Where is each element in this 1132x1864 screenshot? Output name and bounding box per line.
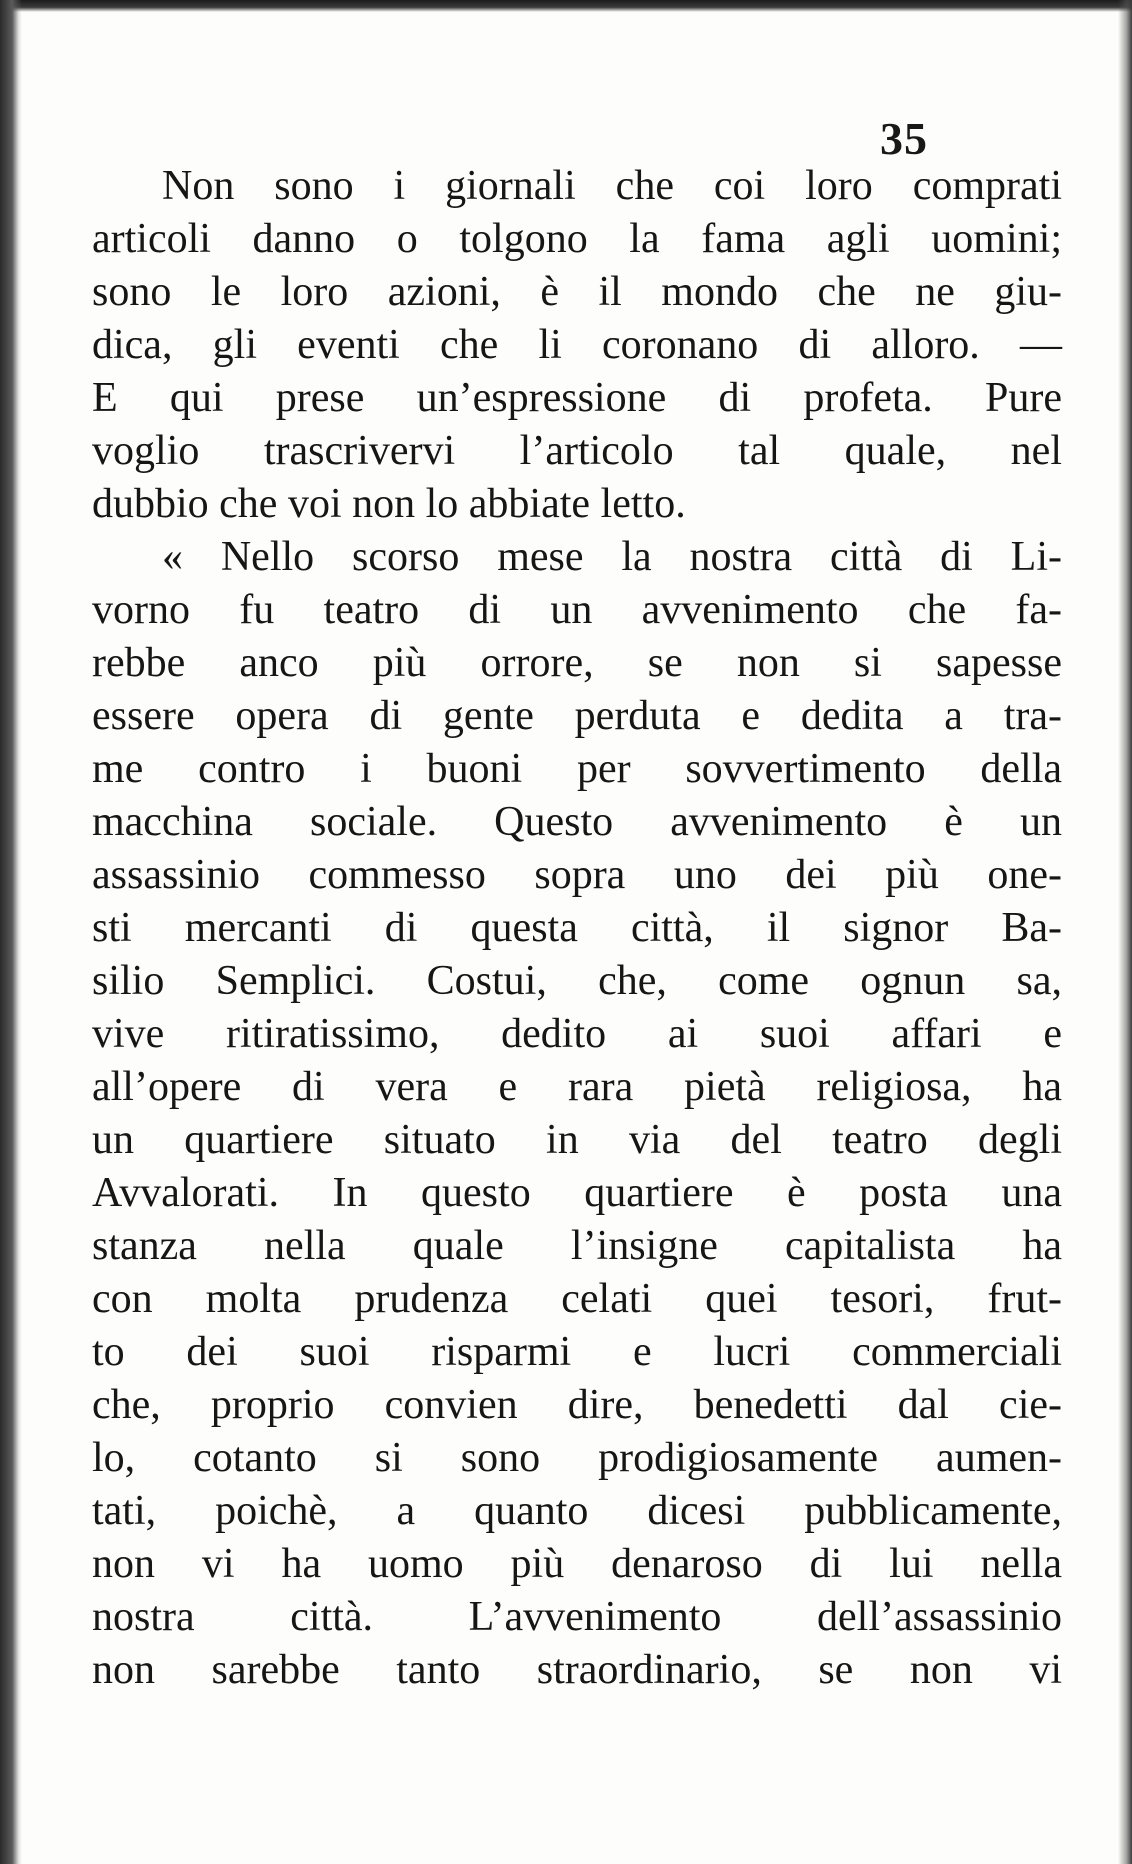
text-line: vorno fu teatro di un avvenimento che fa- (92, 587, 1062, 633)
text-line: to dei suoi risparmi e lucri commerciali (92, 1329, 1062, 1375)
text-line: E qui prese un’espressione di profeta. Pure (92, 375, 1062, 421)
text-line: me contro i buoni per sovvertimento della (92, 746, 1062, 792)
text-line: voglio trascrivervi l’articolo tal quale, nel (92, 428, 1062, 474)
text-line: sono le loro azioni, è il mondo che ne giu- (92, 269, 1062, 315)
text-line: un quartiere situato in via del teatro degli (92, 1117, 1062, 1163)
text-line: tati, poichè, a quanto dicesi pubblicamente, (92, 1488, 1062, 1534)
text-line: essere opera di gente perduta e dedita a tra- (92, 693, 1062, 739)
text-line: all’opere di vera e rara pietà religiosa, ha (92, 1064, 1062, 1110)
text-line: dica, gli eventi che li coronano di alloro. — (92, 322, 1062, 368)
text-line: che, proprio convien dire, benedetti dal cie- (92, 1382, 1062, 1428)
text-line: silio Semplici. Costui, che, come ognun sa, (92, 958, 1062, 1004)
page-number: 35 (880, 113, 928, 164)
text-line: Non sono i giornali che coi loro comprati (162, 163, 1062, 209)
text-line: rebbe anco più orrore, se non si sapesse (92, 640, 1062, 686)
page-right-edge (1118, 0, 1132, 1864)
text-line: con molta prudenza celati quei tesori, frut- (92, 1276, 1062, 1322)
text-line: stanza nella quale l’insigne capitalista ha (92, 1223, 1062, 1269)
text-line: non sarebbe tanto straordinario, se non vi (92, 1647, 1062, 1693)
text-line: nostra città. L’avvenimento dell’assassinio (92, 1594, 1062, 1640)
page-binding-edge (0, 0, 22, 1864)
page-top-edge (0, 0, 1132, 12)
text-line: sti mercanti di questa città, il signor Ba- (92, 905, 1062, 951)
text-line: macchina sociale. Questo avvenimento è un (92, 799, 1062, 845)
text-line: articoli danno o tolgono la fama agli uomini; (92, 216, 1062, 262)
text-line: lo, cotanto si sono prodigiosamente aumen- (92, 1435, 1062, 1481)
text-line: Avvalorati. In questo quartiere è posta una (92, 1170, 1062, 1216)
text-line: dubbio che voi non lo abbiate letto. (92, 481, 686, 527)
body-text (92, 160, 1062, 1697)
text-line: vive ritiratissimo, dedito ai suoi affari e (92, 1011, 1062, 1057)
text-line: « Nello scorso mese la nostra città di Li- (162, 534, 1062, 580)
text-line: non vi ha uomo più denaroso di lui nella (92, 1541, 1062, 1587)
text-line: assassinio commesso sopra uno dei più one- (92, 852, 1062, 898)
